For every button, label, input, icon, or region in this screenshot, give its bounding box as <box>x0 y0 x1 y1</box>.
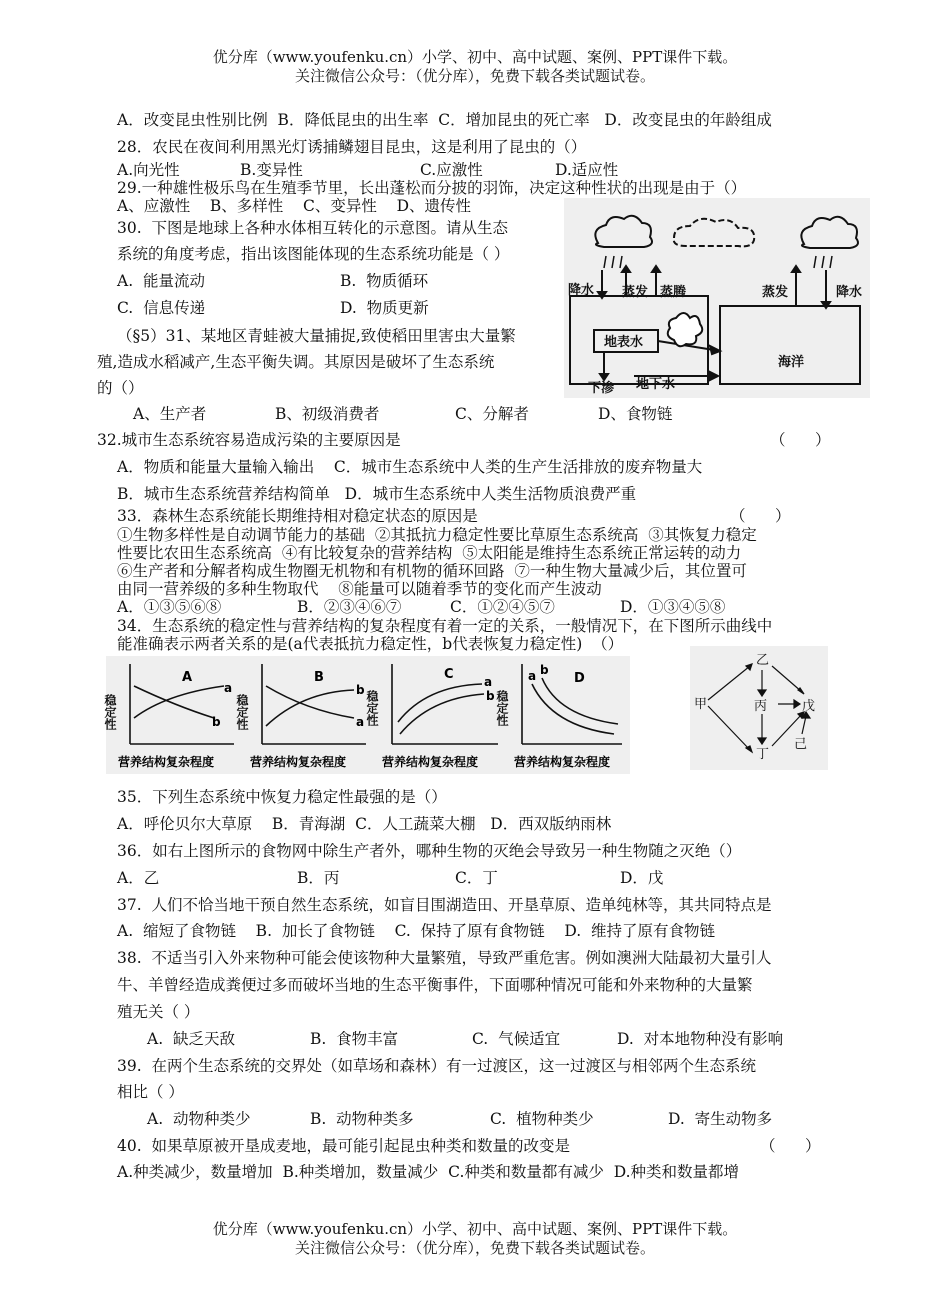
panel-a-curve-b <box>134 686 214 718</box>
q28-option-b: B.变异性 <box>240 161 303 179</box>
q30-option-c: C. 信息传递 <box>117 299 206 317</box>
panel-b-label-b: b <box>356 683 365 697</box>
rain-icon <box>604 256 832 268</box>
label-seepage: 下渗 <box>588 381 615 396</box>
q38-stem-2: 牛、羊曾经造成粪便过多而破坏当地的生态平衡事件，下面哪种情况可能和外来物种的大量繁 <box>117 976 753 994</box>
panel-b-y-label: 稳定性 <box>235 694 249 730</box>
q39-option-a: A. 动物种类少 <box>147 1110 251 1128</box>
label-evaporation-1: 蒸发 <box>622 285 649 300</box>
label-groundwater: 地下水 <box>636 377 676 392</box>
panel-a-x-label: 营养结构复杂程度 <box>118 755 215 769</box>
q31-stem-2: 殖,造成水稻减产,生态平衡失调。其原因是破坏了生态系统 <box>97 353 495 371</box>
q32-stem: 32.城市生态系统容易造成污染的主要原因是 <box>97 431 401 449</box>
q28-option-d: D.适应性 <box>555 161 619 179</box>
footer-line-2: 关注微信公众号：（优分库），免费下载各类试题试卷。 <box>294 1239 655 1257</box>
q28-stem: 28．农民在夜间利用黑光灯诱捕鳞翅目昆虫，这是利用了昆虫的（） <box>117 138 587 156</box>
panel-d-curve-a <box>532 684 614 734</box>
panel-c-label-b: b <box>486 689 495 703</box>
q38-stem-3: 殖无关（ ） <box>117 1003 200 1021</box>
water-cycle-diagram <box>564 198 870 398</box>
q30-option-d: D. 物质更新 <box>340 299 429 317</box>
q36-option-d: D．戊 <box>620 869 664 887</box>
q30-option-b: B. 物质循环 <box>340 272 429 290</box>
q31-option-c: C、分解者 <box>455 405 529 423</box>
q33-option-b: B．②③④⑥⑦ <box>297 598 402 616</box>
panel-c-x-label: 营养结构复杂程度 <box>382 755 479 769</box>
q39-stem-2: 相比（ ） <box>117 1083 184 1101</box>
curve-panel-a <box>103 664 234 769</box>
q35-options: A．呼伦贝尔大草原 B．青海湖 C．人工蔬菜大棚 D．西双版纳雨林 <box>117 815 612 833</box>
panel-c-tag: C <box>444 667 454 682</box>
q39-option-d: D. 寄生动物多 <box>668 1110 773 1128</box>
panel-c-curve-b <box>400 694 484 734</box>
cloud-middle-icon <box>674 219 754 247</box>
panel-a-tag: A <box>182 670 193 685</box>
q28-option-c: C.应激性 <box>420 161 483 179</box>
q33-option-a: A．①③⑤⑥⑧ <box>117 598 222 616</box>
panel-a-curve-a <box>134 686 224 718</box>
curve-panel-b <box>235 664 366 769</box>
stability-curves-figure <box>103 656 630 774</box>
q38-option-a: A. 缺乏天敌 <box>147 1030 235 1048</box>
panel-d-x-label: 营养结构复杂程度 <box>514 755 611 769</box>
q36-option-c: C．丁 <box>455 869 498 887</box>
q37-stem: 37. 人们不恰当地干预自然生态系统，如盲目围湖造田、开垦草原、造单纯林等，其共同特点是 <box>117 896 772 914</box>
q35-stem: 35．下列生态系统中恢复力稳定性最强的是（） <box>117 788 447 806</box>
q37-options: A. 缩短了食物链 B. 加长了食物链 C. 保持了原有食物链 D. 维持了原有食物链 <box>117 922 716 940</box>
panel-c-curve-a <box>398 684 482 722</box>
q38-stem-1: 38. 不适当引入外来物种可能会使该物种大量繁殖，导致严重危害。例如澳洲大陆最初大量引人 <box>117 949 772 967</box>
q38-option-b: B. 食物丰富 <box>310 1030 399 1048</box>
label-surface-water: 地表水 <box>604 335 644 350</box>
label-precipitation-right: 降水 <box>836 285 863 300</box>
q31-option-a: A、生产者 <box>133 405 207 423</box>
q34-stem-2: 能准确表示两者关系的是(a代表抵抗力稳定性，b代表恢复力稳定性) （） <box>117 635 624 653</box>
q29-options: A、应激性 B、多样性 C、变异性 D、遗传性 <box>117 197 471 215</box>
node-bing: 丙 <box>754 699 768 714</box>
panel-b-tag: B <box>314 670 324 685</box>
q30-stem-1: 30. 下图是地球上各种水体相互转化的示意图。请从生态 <box>117 219 509 237</box>
footer-line-1: 优分库（www.youfenku.cn）小学、初中、高中试题、案例、PPT课件下载。 <box>212 1220 738 1238</box>
q40-stem: 40. 如果草原被开垦成麦地，最可能引起昆虫种类和数量的改变是 <box>117 1137 571 1155</box>
label-transpiration: 蒸腾 <box>660 285 687 300</box>
q31-stem-1: （§5）31、某地区青蛙被大量捕捉,致使稻田里害虫大量繁 <box>117 327 516 345</box>
label-evaporation-2: 蒸发 <box>762 285 789 300</box>
q36-stem: 36．如右上图所示的食物网中除生产者外，哪种生物的灭绝会导致另一种生物随之灭绝（） <box>117 842 742 860</box>
panel-b-x-label: 营养结构复杂程度 <box>250 755 347 769</box>
cloud-right-icon <box>801 217 858 248</box>
q33-statement-line-3: ⑥生产者和分解者构成生物圈无机物和有机物的循环回路 ⑦一种生物大量减少后，其位置可 <box>117 562 747 580</box>
panel-a-y-label: 稳定性 <box>103 694 117 730</box>
q33-statement-line-1: ①生物多样性是自动调节能力的基础 ②其抵抗力稳定性要比草原生态系统高 ③其恢复力稳定 <box>117 526 757 544</box>
q31-stem-3: 的（） <box>97 379 144 397</box>
curve-panel-d <box>495 663 622 769</box>
q28-option-a: A.向光性 <box>117 161 180 179</box>
node-jia: 甲 <box>694 697 708 712</box>
q29-stem: 29.一种雄性极乐鸟在生殖季节里，长出蓬松而分披的羽饰，决定这种性状的出现是由于（） <box>117 179 747 197</box>
q30-option-a: A. 能量流动 <box>117 272 205 290</box>
plant-icon <box>668 313 703 346</box>
q39-option-b: B. 动物种类多 <box>310 1110 414 1128</box>
panel-b-label-a: a <box>356 715 365 729</box>
panel-a-label-b: b <box>212 715 221 729</box>
header-line-1: 优分库（www.youfenku.cn）小学、初中、高中试题、案例、PPT课件下载。 <box>212 48 738 66</box>
panel-a-label-a: a <box>224 681 233 695</box>
node-ding: 丁 <box>756 747 770 762</box>
label-precipitation-left: 降水 <box>568 283 595 298</box>
q30-stem-2: 系统的角度考虑，指出该图能体现的生态系统功能是（ ） <box>117 245 510 263</box>
q34-stem-1: 34．生态系统的稳定性与营养结构的复杂程度有着一定的关系，一般情况下，在下图所示曲线中 <box>117 617 773 635</box>
q31-option-b: B、初级消费者 <box>275 405 380 423</box>
q33-answer-blank: （ ） <box>730 507 791 525</box>
q39-stem-1: 39. 在两个生态系统的交界处（如草场和森林）有一过渡区，这一过渡区与相邻两个生态系统 <box>117 1057 757 1075</box>
panel-d-y-label: 稳定性 <box>495 690 509 726</box>
q27-options: A．改变昆虫性别比例 B．降低昆虫的出生率 C．增加昆虫的死亡率 D．改变昆虫的年龄组成 <box>117 111 772 129</box>
cloud-left-icon <box>595 216 652 247</box>
q38-option-d: D. 对本地物种没有影响 <box>617 1030 784 1048</box>
q40-answer-blank: （ ） <box>760 1137 821 1155</box>
q36-option-b: B．丙 <box>297 869 340 887</box>
node-ji: 己 <box>794 737 808 752</box>
q32-options-line-1: A．物质和能量大量输入输出 C．城市生态系统中人类的生产生活排放的废弃物量大 <box>117 458 703 476</box>
q33-statement-line-2: 性要比农田生态系统高 ④有比较复杂的营养结构 ⑤太阳能是维持生态系统正常运转的动力 <box>117 544 742 562</box>
q36-option-a: A．乙 <box>117 869 160 887</box>
q39-option-c: C. 植物种类少 <box>490 1110 594 1128</box>
panel-c-y-label: 稳定性 <box>365 690 379 726</box>
q33-option-c: C．①②④⑤⑦ <box>450 598 555 616</box>
food-web-diagram <box>690 646 828 770</box>
water-cycle-svg <box>564 198 870 398</box>
panel-d-label-b: b <box>540 663 549 677</box>
q32-answer-blank: （ ） <box>770 431 831 449</box>
panel-d-label-a: a <box>528 669 537 683</box>
q32-options-line-2: B．城市生态系统营养结构简单 D．城市生态系统中人类生活物质浪费严重 <box>117 485 637 503</box>
header-line-2: 关注微信公众号：（优分库），免费下载各类试题试卷。 <box>294 67 655 85</box>
q33-stem: 33．森林生态系统能长期维持相对稳定状态的原因是 <box>117 507 478 525</box>
curve-panel-c <box>365 664 498 769</box>
q38-option-c: C. 气候适宜 <box>472 1030 561 1048</box>
q31-option-d: D、食物链 <box>598 405 673 423</box>
panel-c-label-a: a <box>484 675 493 689</box>
stability-curves-svg <box>103 656 630 774</box>
node-wu: 戊 <box>802 699 816 714</box>
panel-d-tag: D <box>574 671 585 686</box>
food-web-svg <box>690 646 828 770</box>
label-ocean: 海洋 <box>778 355 805 370</box>
panel-b-curve-b <box>266 690 354 726</box>
node-yi: 乙 <box>756 653 770 668</box>
q33-statement-line-4: 由同一营养级的多种生物取代 ⑧能量可以随着季节的变化而产生波动 <box>117 580 602 598</box>
q40-options: A.种类减少，数量增加 B.种类增加，数量减少 C.种类和数量都有减少 D.种类和数量都增 <box>117 1163 740 1181</box>
q33-option-d: D．①③④⑤⑧ <box>620 598 726 616</box>
